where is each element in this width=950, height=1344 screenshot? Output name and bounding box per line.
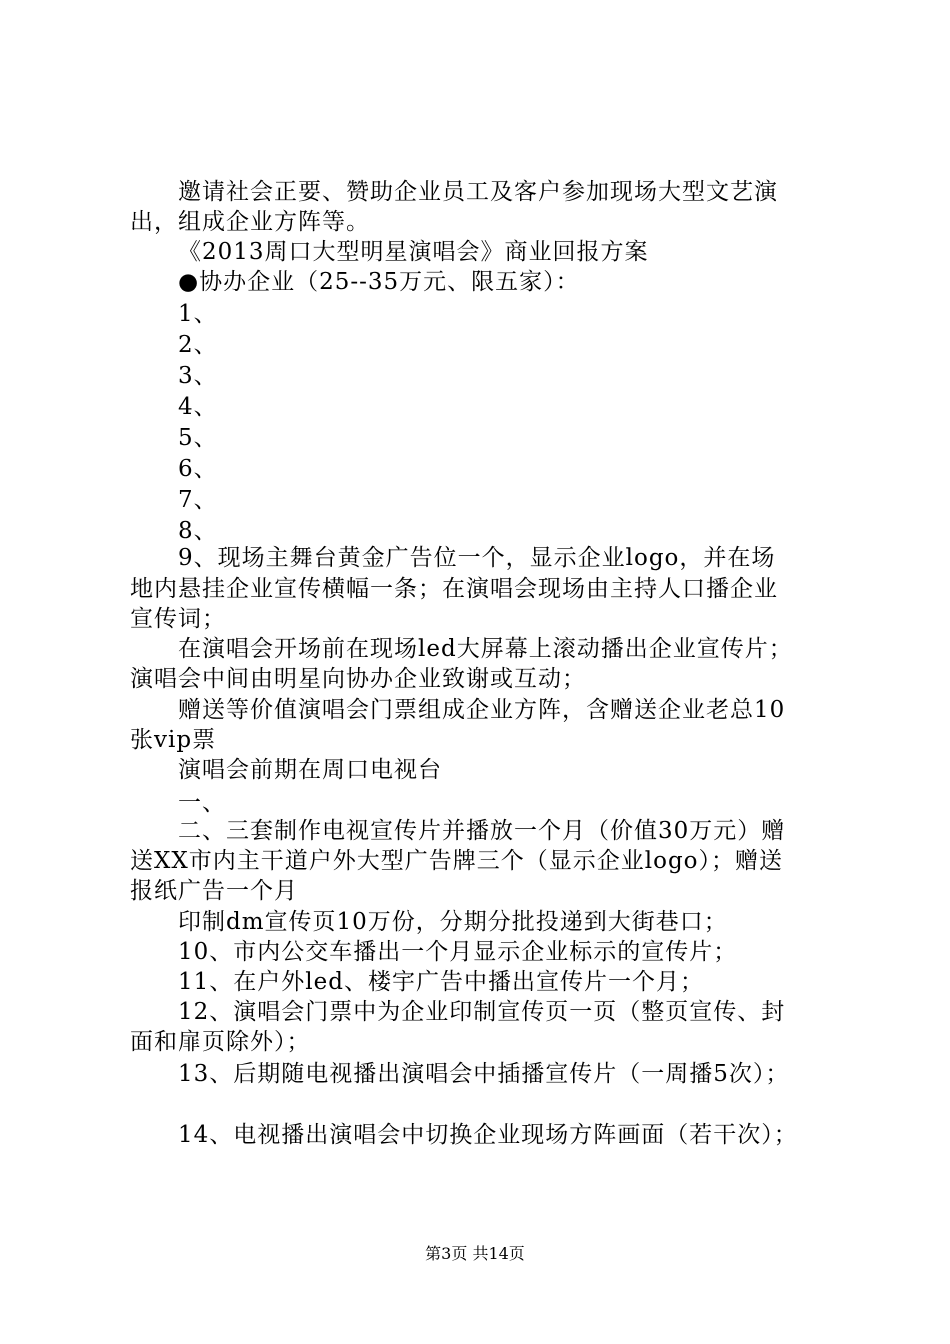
list-item: 3、 xyxy=(178,363,218,389)
paragraph-line: 邀请社会正要、赞助企业员工及客户参加现场大型文艺演 xyxy=(178,179,778,205)
list-item: 8、 xyxy=(178,518,218,544)
list-item: 9、现场主舞台黄金广告位一个，显示企业logo，并在场 xyxy=(178,545,776,571)
list-item: 2、 xyxy=(178,332,218,358)
paragraph-line: 赠送等价值演唱会门票组成企业方阵，含赠送企业老总10 xyxy=(178,697,786,723)
list-item: 10、市内公交车播出一个月显示企业标示的宣传片； xyxy=(178,939,738,965)
paragraph-line: 在演唱会开场前在现场led大屏幕上滚动播出企业宣传片； xyxy=(178,636,793,662)
list-item: 6、 xyxy=(178,456,218,482)
paragraph-line: 印制dm宣传页10万份，分期分批投递到大街巷口； xyxy=(178,909,728,935)
paragraph-line: 出，组成企业方阵等。 xyxy=(130,209,370,235)
paragraph-line: 张vip票 xyxy=(130,727,217,753)
paragraph-line: 面和扉页除外）； xyxy=(130,1029,311,1055)
list-item: 14、电视播出演唱会中切换企业现场方阵画面（若干次）； xyxy=(178,1122,798,1148)
list-item: 4、 xyxy=(178,394,218,420)
list-item: 1、 xyxy=(178,301,218,327)
paragraph-line: 演唱会前期在周口电视台 xyxy=(178,757,442,783)
list-item: 13、后期随电视播出演唱会中插播宣传片（一周播5次）； xyxy=(178,1061,790,1087)
paragraph-line: 地内悬挂企业宣传横幅一条；在演唱会现场由主持人口播企业 xyxy=(130,576,778,602)
list-item: 11、在户外led、楼宇广告中播出宣传片一个月； xyxy=(178,969,704,995)
paragraph-line: 送XX市内主干道户外大型广告牌三个（显示企业logo）；赠送 xyxy=(130,848,784,874)
page-number: 第3页 共14页 xyxy=(425,1244,525,1263)
list-item: 7、 xyxy=(178,487,218,513)
list-heading: ●协办企业（25--35万元、限五家）： xyxy=(178,269,580,295)
list-item: 12、演唱会门票中为企业印制宣传页一页（整页宣传、封 xyxy=(178,999,786,1025)
paragraph-line: 宣传词； xyxy=(130,606,226,632)
paragraph-line: 报纸广告一个月 xyxy=(130,878,298,904)
list-item: 二、三套制作电视宣传片并播放一个月（价值30万元）赠 xyxy=(178,818,786,844)
list-item: 一、 xyxy=(178,790,226,816)
paragraph-line: 演唱会中间由明星向协办企业致谢或互动； xyxy=(130,666,586,692)
section-title: 《2013周口大型明星演唱会》商业回报方案 xyxy=(178,239,649,265)
list-item: 5、 xyxy=(178,425,218,451)
